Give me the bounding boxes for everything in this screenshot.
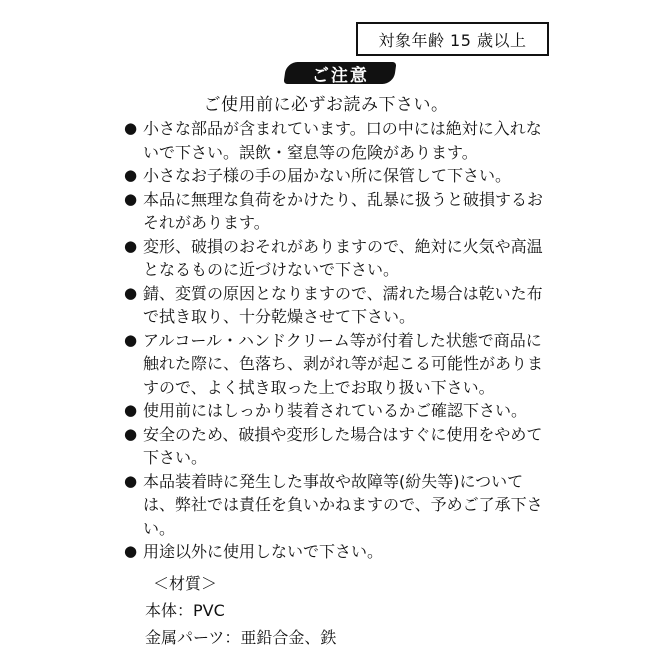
bullet-icon: ● [124, 166, 138, 184]
notice-title: ご注意 [311, 65, 369, 86]
caution-item: ● 本品装着時に発生した事故や故障等(紛失等)については、弊社では責任を負いかねますので、予めご了承下さい。 [124, 471, 543, 538]
caution-item: ● 変形、破損のおそれがありますので、絶対に火気や高温となるものに近づけないで下さい。 [124, 236, 543, 279]
bullet-icon: ● [124, 401, 138, 419]
caution-item: ● 用途以外に使用しないで下さい。 [124, 540, 554, 564]
intro-text: ご使用前に必ずお読み下さい。 [203, 95, 449, 115]
bullet-icon: ● [124, 283, 138, 302]
caution-item: ● 本品に無理な負荷をかけたり、乱暴に扱うと破損するおそれがあります。 [124, 189, 544, 232]
caution-item: ● 安全のため、破損や変形した場合はすぐに使用をやめて下さい。 [124, 424, 543, 467]
bullet-icon: ● [124, 119, 138, 137]
materials-section [145, 570, 336, 651]
bullet-icon: ● [124, 424, 138, 443]
bullet-icon: ● [124, 330, 138, 349]
caution-list [124, 117, 554, 564]
age-rating-box: 対象年齢 15 歳以上 [356, 22, 549, 56]
materials-body: 本体：PVC [145, 601, 225, 620]
bullet-icon: ● [124, 542, 138, 560]
caution-item: ● 使用前にはしっかり装着されているかご確認下さい。 [124, 399, 554, 423]
bullet-icon: ● [124, 189, 138, 208]
bullet-icon: ● [124, 236, 138, 255]
caution-item: ● アルコール・ハンドクリーム等が付着した状態で商品に触れた際に、色落ち、剥がれ等が起こる可能性がありますので、よく拭き取った上でお取り扱い下さい。 [124, 330, 544, 397]
caution-item: ● 小さなお子様の手の届かない所に保管して下さい。 [124, 164, 554, 188]
materials-heading: ＜材質＞ [153, 574, 218, 593]
materials-metal-parts: 金属パーツ：亜鉛合金、鉄 [145, 628, 337, 647]
caution-item: ● 錆、変質の原因となりますので、濡れた場合は乾いた布で拭き取り、十分乾燥させて下さい。 [124, 283, 543, 326]
caution-item: ● 小さな部品が含まれています。口の中には絶対に入れないで下さい。誤飲・窒息等の危険があります。 [124, 119, 542, 162]
bullet-icon: ● [124, 471, 138, 490]
notice-title-banner [283, 62, 396, 84]
